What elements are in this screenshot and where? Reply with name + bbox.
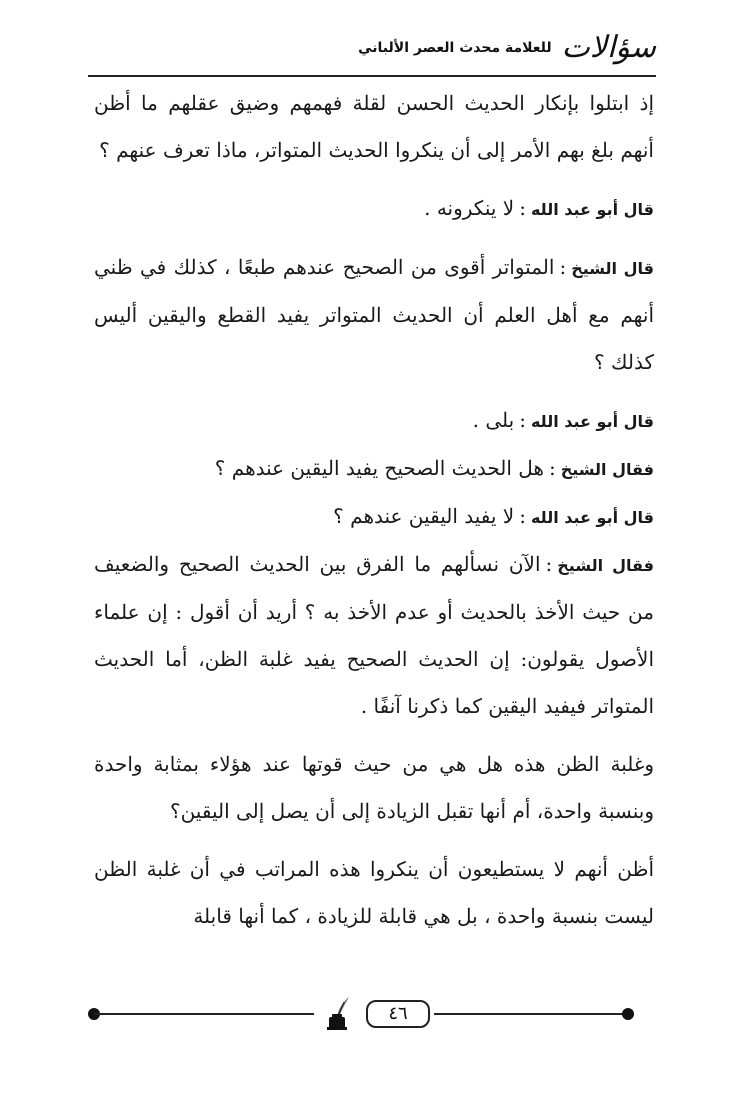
speaker-label: فقال الشيخ [560, 460, 654, 479]
paragraph-text: هل الحديث الصحيح يفيد اليقين عندهم ؟ [214, 456, 544, 480]
footer-line-left [94, 1013, 314, 1015]
paragraph-text: لا يفيد اليقين عندهم ؟ [333, 504, 515, 528]
paragraph [94, 80, 654, 174]
speaker-label: فقال الشيخ [557, 556, 654, 575]
dialogue-line [94, 445, 654, 493]
dialogue-line [94, 244, 654, 386]
series-subtitle: للعلامة محدث العصر الألباني [358, 40, 552, 56]
dialogue-line [94, 493, 654, 541]
paragraph-text: لا ينكرونه . [424, 196, 515, 220]
footer-line-right [434, 1013, 628, 1015]
paragraph-text: بلى . [472, 408, 515, 432]
footer-dot-right [622, 1008, 634, 1020]
speaker-label: قال أبو عبد الله [530, 412, 654, 431]
page-number: ٤٦ [366, 1000, 430, 1028]
speaker-separator: : [519, 196, 526, 220]
running-header [358, 26, 656, 70]
speaker-label: قال الشيخ [571, 259, 654, 278]
speaker-separator: : [545, 552, 553, 576]
dialogue-line [94, 397, 654, 445]
paragraph-text: المتواتر أقوى من الصحيح عندهم طبعًا ، كذلك في ظني أنهم مع أهل العلم أن الحديث المتواتر يفيد القطع واليقين أليس كذلك ؟ [94, 255, 654, 374]
paragraph [94, 846, 654, 940]
paragraph [94, 741, 654, 835]
speaker-separator: : [519, 504, 526, 528]
series-logo: سؤالات [561, 30, 656, 65]
paragraph-text: الآن نسألهم ما الفرق بين الحديث الصحيح والضعيف من حيث الأخذ بالحديث أو عدم الأخذ به ؟ أريد أن أقول : إن علماء الأصول يقولون: إن الحديث الصحيح يفيد غلبة الظن، أما الحديث المتواتر فيفيد اليقين كما ذكرنا آنفًا . [94, 552, 654, 718]
speaker-label: قال أبو عبد الله [530, 508, 654, 527]
speaker-label: قال أبو عبد الله [530, 200, 654, 219]
header-rule [88, 75, 656, 77]
dialogue-line [94, 541, 654, 730]
page-footer [88, 996, 634, 1032]
speaker-separator: : [559, 255, 567, 279]
dialogue-line [94, 185, 654, 233]
paragraph-text: أظن أنهم لا يستطيعون أن ينكروا هذه المراتب في أن غلبة الظن ليست بنسبة واحدة ، بل هي قابلة للزيادة ، كما أنها قابلة [94, 857, 654, 928]
paragraph-text: إذ ابتلوا بإنكار الحديث الحسن لقلة فهمهم وضيق عقلهم ما أظن أنهم بلغ بهم الأمر إلى أن ينكروا الحديث المتواتر، ماذا تعرف عنهم ؟ [94, 91, 654, 162]
speaker-separator: : [548, 456, 556, 480]
paragraph-text: وغلبة الظن هذه هل هي من حيث قوتها عند هؤلاء بمثابة واحدة وبنسبة واحدة، أم أنها تقبل الزيادة إلى أن يصل إلى اليقين؟ [94, 752, 654, 823]
speaker-separator: : [519, 408, 526, 432]
inkwell-quill-icon [324, 996, 350, 1030]
page-body [94, 80, 654, 940]
